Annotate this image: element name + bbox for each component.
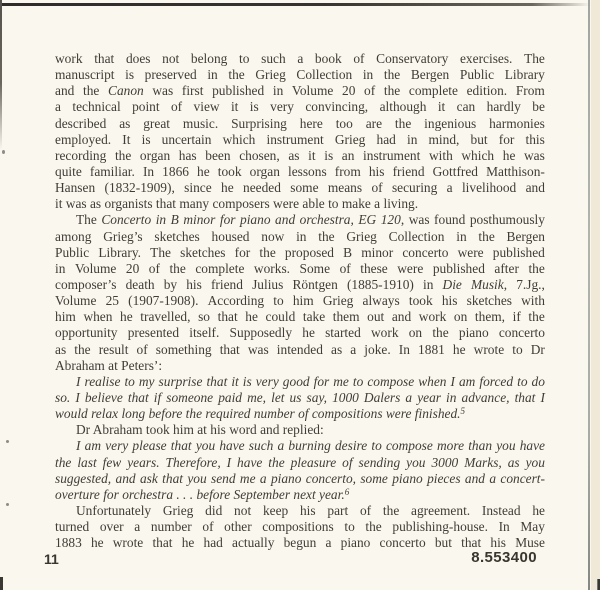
- text-line: 1883 he wrote that he had actually begun a piano concerto but that his Muse: [55, 535, 545, 551]
- text-line: a technical point of view it is very convincing, although it can hardly be: [55, 99, 545, 115]
- text-line: opportunity presented itself. Supposedly he started work on the piano concerto: [55, 325, 545, 341]
- scan-top-edge: [0, 3, 591, 6]
- paragraph: [55, 51, 545, 212]
- paragraph: [55, 212, 545, 373]
- text-line: quite familiar. In 1866 he took organ lessons from his friend Gottfred Matthison-: [55, 163, 545, 179]
- text-line: suggested, and ask that you send me a piano concerto, some piano pieces and a concert-: [55, 470, 545, 486]
- text-line: Public Library. The sketches for the proposed B minor concerto were published: [55, 244, 545, 260]
- text-line: manuscript is preserved in the Grieg Collection in the Bergen Public Library: [55, 67, 545, 83]
- text-line: Unfortunately Grieg did not keep his part of the agreement. Instead he: [76, 502, 545, 518]
- text-line: Dr Abraham took him at his word and replied:: [76, 422, 324, 438]
- text-line: and the Canon was first published in Volume 20 of the complete edition. From: [55, 83, 545, 99]
- text-line: employed. It is uncertain which instrument Grieg had in mind, but for this: [55, 131, 545, 147]
- text-line: him when he travelled, so that he could take them out and work on them, if the: [55, 309, 545, 325]
- text-line: would relax long before the required number of compositions were finished.$^5$: [55, 406, 466, 422]
- paragraph: [55, 438, 545, 503]
- text-block: [55, 51, 545, 551]
- paragraph: [55, 374, 545, 422]
- scan-right-margin: [591, 0, 600, 590]
- page-number: 11: [44, 551, 59, 567]
- page-edge-line: [588, 0, 590, 590]
- paragraph: [55, 503, 545, 551]
- text-line: composer’s death by his friend Julius Röntgen (1885-1910) in Die Musik, 7.Jg.,: [55, 276, 545, 292]
- text-line: among Grieg’s sketches housed now in the Grieg Collection in the Bergen: [55, 228, 545, 244]
- text-line: overture for orchestra . . . before September next year.$^6$: [55, 486, 350, 502]
- text-line: Hansen (1832-1909), since he needed some means of securing a livelihood and: [55, 180, 545, 196]
- text-line: I am very please that you have such a burning desire to compose more than you have: [76, 438, 545, 454]
- scan-left-edge: [0, 0, 2, 150]
- text-line: so. I believe that if someone paid me, let us say, 1000 Dalers a year in advance, that I: [55, 389, 545, 405]
- text-line: as the result of something that was intended as a joke. In 1881 he wrote to Dr: [55, 341, 545, 357]
- catalog-number: 8.553400: [471, 549, 537, 566]
- text-line: The Concerto in B minor for piano and orchestra, EG 120, was found posthumously: [76, 212, 545, 228]
- scan-corner-mark: [0, 577, 3, 590]
- text-line: described as great music. Surprising here too are the ingenious harmonies: [55, 115, 545, 131]
- text-line: it was as organists that many composers were able to make a living.: [55, 196, 419, 212]
- scan-speck: [2, 150, 5, 154]
- text-line: Volume 25 (1907-1908). According to him Grieg always took his sketches with: [55, 293, 545, 309]
- text-line: Abraham at Peters’:: [55, 357, 163, 373]
- text-line: I realise to my surprise that it is very good for me to compose when I am forced to do: [76, 373, 545, 389]
- text-line: turned over a number of other compositions to the publishing-house. In May: [55, 519, 545, 535]
- text-line: work that does not belong to such a book of Conservatory exercises. The: [55, 51, 545, 66]
- text-line: in Volume 20 of the complete works. Some of these were published after the: [55, 260, 545, 276]
- text-line: the last few years. Therefore, I have the pleasure of sending you 3000 Marks, as you: [55, 454, 545, 470]
- text-line: recording the organ has been chosen, as it is an instrument with which he was: [55, 147, 545, 163]
- paragraph: [55, 422, 545, 438]
- scan-speck: [6, 440, 9, 443]
- scan-speck: [6, 503, 9, 506]
